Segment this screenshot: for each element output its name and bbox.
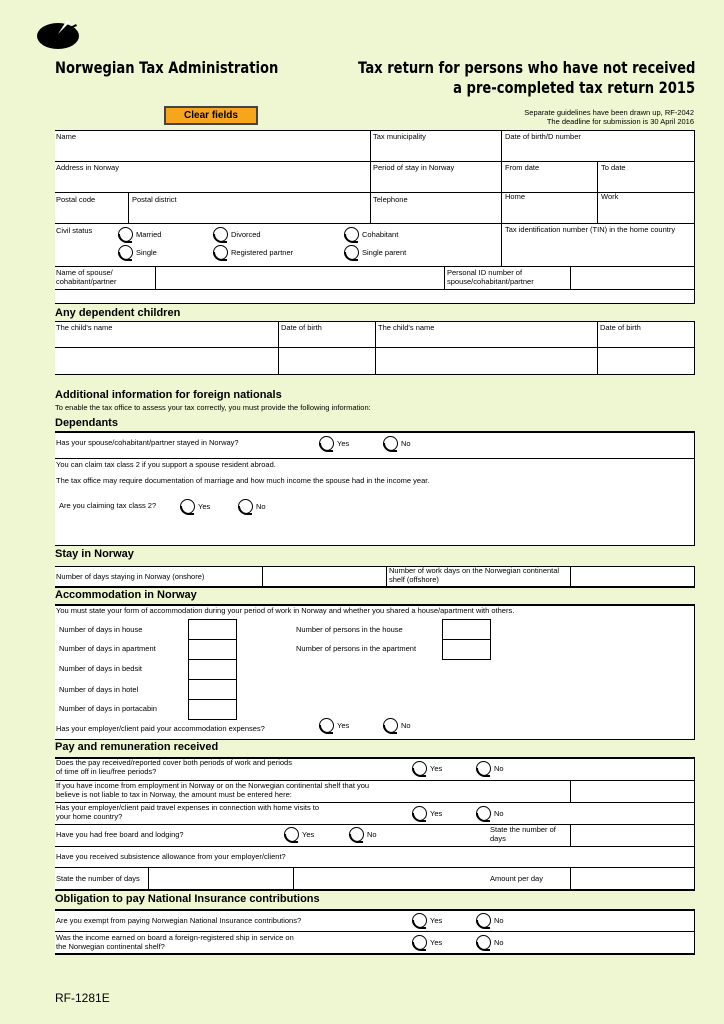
accommodation-intro: You must state your form of accommodation during your period of work in Norway and whether you shared a house/apartment with others. [56,606,515,615]
days-bedsit-label: Number of days in bedsit [59,664,142,673]
tax-class2-no-radio[interactable] [238,499,253,514]
foreign-intro: To enable the tax office to assess your tax correctly, you must provide the following information: [55,403,371,412]
ni-exempt-question: Are you exempt from paying Norwegian National Insurance contributions? [56,916,302,925]
postal-district-label: Postal district [132,195,177,204]
single-parent-label: Single parent [362,248,407,257]
single-radio[interactable] [118,245,133,260]
spouse-stayed-no-label: No [401,439,411,448]
tin-label: Tax identification number (TIN) in the home country [505,225,676,234]
tax-municipality-label: Tax municipality [373,132,426,141]
tax-class2-yes-label: Yes [198,502,211,511]
ni-exempt-yes-label: Yes [430,916,443,925]
telephone-label: Telephone [373,195,408,204]
name-label: Name [56,132,77,141]
free-board-no-radio[interactable] [349,827,364,842]
non-taxable-income-question: If you have income from employment in Norway or on the Norwegian continental shelf that you believe is not liable to tax in Norway, the amount must be entered here: [56,781,370,799]
spouse-stayed-question: Has your spouse/cohabitant/partner stayed in Norway? [56,438,239,447]
registered-partner-radio[interactable] [213,245,228,260]
tax-class-info: You can claim tax class 2 if you support a spouse resident abroad. [56,460,276,469]
clear-fields-button[interactable]: Clear fields [164,106,258,125]
days-offshore-label: Number of work days on the Norwegian continental shelf (offshore) [389,566,560,584]
subsistence-question: Have you received subsistence allowance from your employer/client? [56,852,286,861]
pay-cover-yes-label: Yes [430,764,443,773]
work-phone-label: Work [601,192,619,201]
pay-cover-yes-radio[interactable] [412,761,427,776]
children-heading: Any dependent children [55,307,181,319]
ni-exempt-yes-radio[interactable] [412,913,427,928]
days-portacabin-input[interactable] [188,699,237,720]
spouse-stayed-yes-label: Yes [337,439,350,448]
subsistence-days-label: State the number of days [56,874,140,883]
free-board-yes-label: Yes [302,830,315,839]
days-apartment-input[interactable] [188,639,237,660]
cohabitant-label: Cohabitant [362,230,399,239]
spouse-id-label: Personal ID number of spouse/cohabitant/partner [447,268,534,286]
free-board-yes-radio[interactable] [284,827,299,842]
tax-class2-no-label: No [256,502,266,511]
foreign-ship-yes-radio[interactable] [412,935,427,950]
days-house-label: Number of days in house [59,625,143,634]
deadline-note: The deadline for submission is 30 April 2016 [546,117,694,126]
stay-heading: Stay in Norway [55,548,134,560]
days-portacabin-label: Number of days in portacabin [59,704,157,713]
married-radio[interactable] [118,227,133,242]
travel-expenses-no-label: No [494,809,504,818]
accommodation-expenses-no-radio[interactable] [383,718,398,733]
child-name-label-1: The child's name [56,323,113,332]
insurance-heading: Obligation to pay National Insurance contributions [55,893,320,905]
to-date-label: To date [601,163,626,172]
guidelines-note: Separate guidelines have been drawn up, RF-2042 [524,108,694,117]
travel-expenses-yes-label: Yes [430,809,443,818]
agency-name: Norwegian Tax Administration [55,58,279,77]
pay-cover-no-label: No [494,764,504,773]
child-dob-label-2: Date of birth [600,323,641,332]
divorced-label: Divorced [231,230,261,239]
dependants-heading: Dependants [55,417,118,429]
foreign-heading: Additional information for foreign nationals [55,389,282,401]
days-hotel-label: Number of days in hotel [59,685,139,694]
married-label: Married [136,230,162,239]
foreign-ship-yes-label: Yes [430,938,443,947]
days-onshore-label: Number of days staying in Norway (onshore) [56,572,205,581]
foreign-ship-question: Was the income earned on board a foreign-registered ship in service on the Norwegian continental shelf? [56,933,294,951]
spouse-stayed-no-radio[interactable] [383,436,398,451]
accommodation-expenses-no-label: No [401,721,411,730]
days-hotel-input[interactable] [188,679,237,700]
documentation-info: The tax office may require documentation of marriage and how much income the spouse had in the income year. [56,476,430,485]
from-date-label: From date [505,163,540,172]
form-title-line1: Tax return for persons who have not received [357,58,695,77]
free-board-question: Have you had free board and lodging? [56,830,184,839]
civil-status-label: Civil status [56,226,93,235]
pay-heading: Pay and remuneration received [55,741,219,753]
persons-house-input[interactable] [442,619,491,640]
persons-house-label: Number of persons in the house [296,625,403,634]
cohabitant-radio[interactable] [344,227,359,242]
child-dob-label-1: Date of birth [281,323,322,332]
free-board-days-label: State the number of days [490,825,556,843]
dob-label: Date of birth/D number [505,132,581,141]
accommodation-expenses-yes-label: Yes [337,721,350,730]
skatteetaten-logo [36,20,80,50]
form-code: RF-1281E [55,991,110,1005]
period-of-stay-label: Period of stay in Norway [373,163,455,172]
ni-exempt-no-label: No [494,916,504,925]
free-board-no-label: No [367,830,377,839]
form-title-line2: a pre-completed tax return 2015 [452,78,695,97]
registered-partner-label: Registered partner [231,248,294,257]
accommodation-expenses-yes-radio[interactable] [319,718,334,733]
days-apartment-label: Number of days in apartment [59,644,156,653]
days-bedsit-input[interactable] [188,659,237,680]
accommodation-expenses-question: Has your employer/client paid your accommodation expenses? [56,724,265,733]
travel-expenses-question: Has your employer/client paid travel expenses in connection with home visits to your home country? [56,803,320,821]
tax-class2-question: Are you claiming tax class 2? [59,501,157,510]
address-label: Address in Norway [56,163,119,172]
days-house-input[interactable] [188,619,237,640]
child-name-label-2: The child's name [378,323,435,332]
spouse-name-label: Name of spouse/ cohabitant/partner [56,268,117,286]
postal-code-label: Postal code [56,195,96,204]
persons-apartment-label: Number of persons in the apartment [296,644,417,653]
pay-cover-no-radio[interactable] [476,761,491,776]
amount-per-day-label: Amount per day [490,874,543,883]
pay-cover-question: Does the pay received/reported cover both periods of work and periods of time off in lieu/free periods? [56,758,292,776]
ni-exempt-no-radio[interactable] [476,913,491,928]
spouse-stayed-yes-radio[interactable] [319,436,334,451]
tax-class2-yes-radio[interactable] [180,499,195,514]
travel-expenses-no-radio[interactable] [476,806,491,821]
accommodation-heading: Accommodation in Norway [55,589,197,601]
foreign-ship-no-label: No [494,938,504,947]
persons-apartment-input[interactable] [442,639,491,660]
foreign-ship-no-radio[interactable] [476,935,491,950]
divorced-radio[interactable] [213,227,228,242]
home-phone-label: Home [505,192,526,201]
single-parent-radio[interactable] [344,245,359,260]
single-label: Single [136,248,157,257]
travel-expenses-yes-radio[interactable] [412,806,427,821]
